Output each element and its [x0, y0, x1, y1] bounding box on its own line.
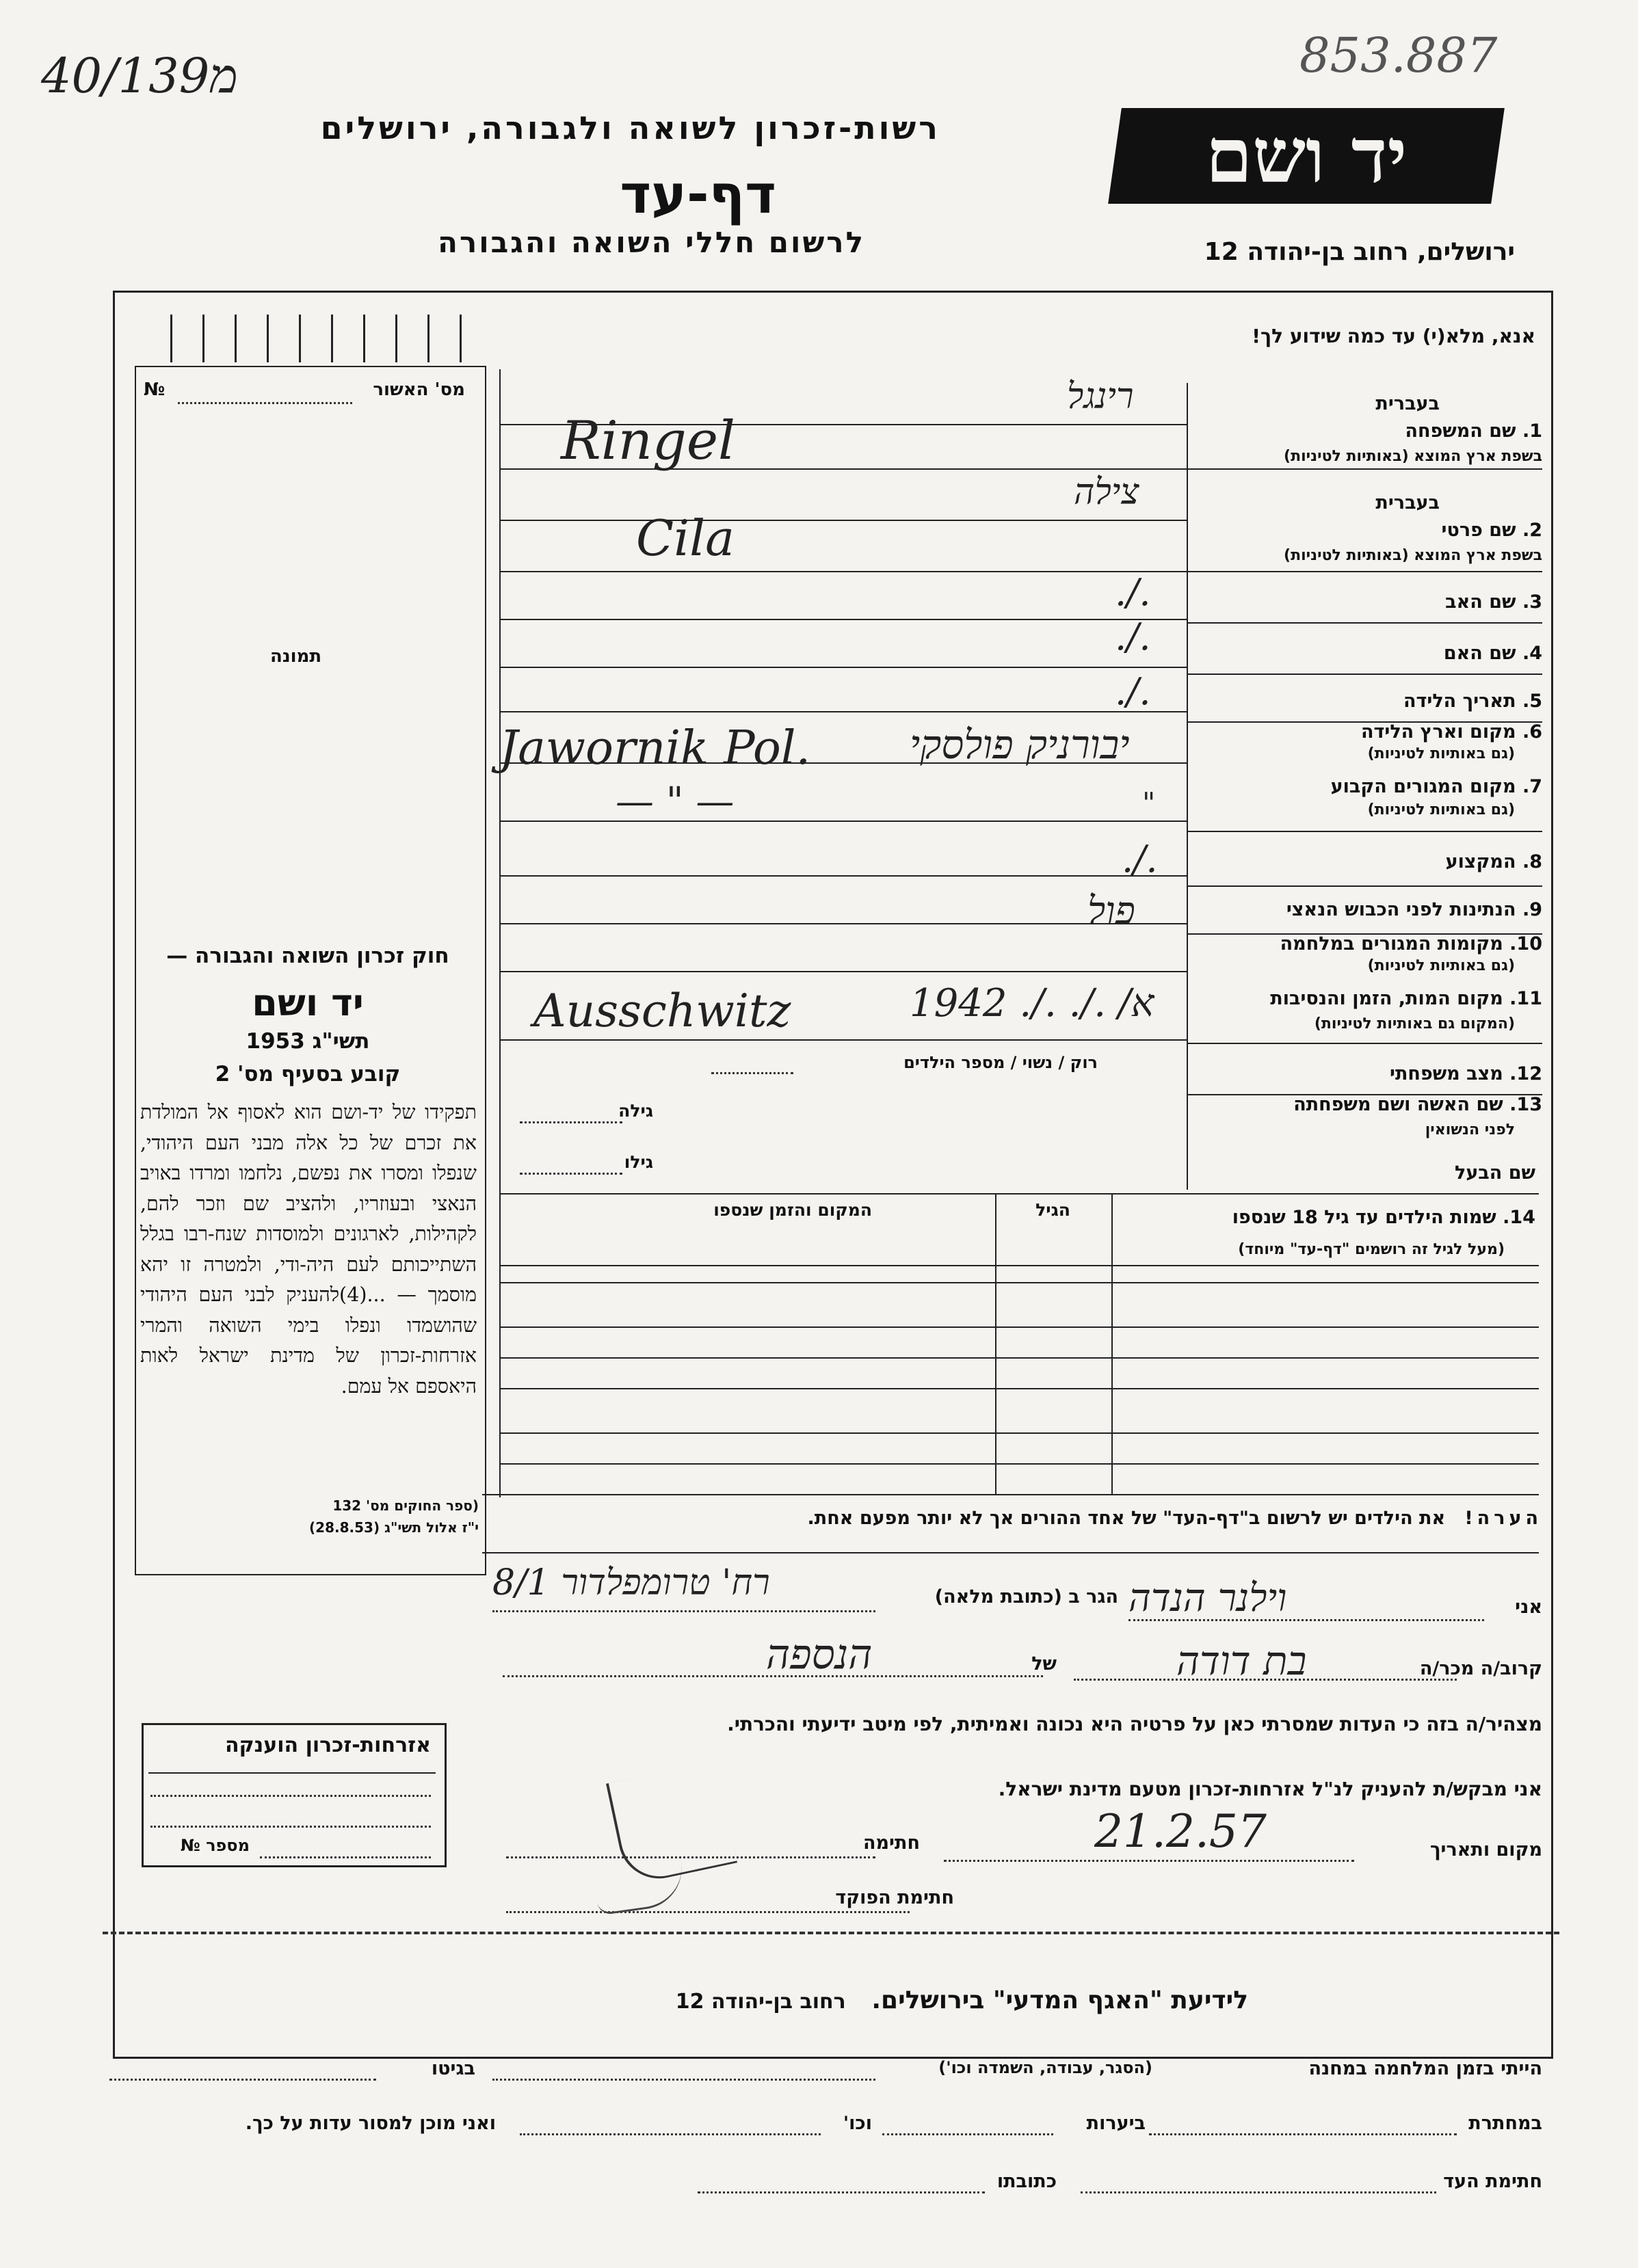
decl-relation-label: קרוב/ה מכר/ה — [1419, 1658, 1542, 1679]
field-13-label: 13. שם האשה ושם משפחתה — [1293, 1094, 1542, 1115]
decl-signature-label: חתימה — [862, 1832, 920, 1854]
form-subtitle: לרשום חללי השואה והגבורה — [438, 226, 865, 259]
occupation-value: ./. — [1122, 838, 1158, 881]
bottom-line1-a: הייתי בזמן המלחמה במחנה — [1308, 2058, 1542, 2079]
husband-age-label: גילו — [624, 1152, 653, 1172]
death-place-value: Ausschwitz — [533, 985, 791, 1037]
decl-truth-text: מצהיר/ה בזה כי העדות שמסרתי כאן על פרטיה היא נכונה ואמיתית, לפי מיטב ידיעתי והכרתי. — [727, 1713, 1542, 1735]
decl-request-text: אני מבקש/ת להעניק לנ"ל אזרחות-זכרון מטעם מדינת ישראל. — [998, 1778, 1542, 1800]
law-clause: קובע בסעיף מס' 2 — [215, 1062, 401, 1086]
field-7-sub: (גם באותיות לטיניות) — [1367, 801, 1515, 818]
field-9-label: 9. הנתינות לפני הכבוש הנאצי — [1286, 899, 1542, 920]
intro-text: אנא, מלא(י) עד כמה שידוע לך! — [1252, 325, 1535, 347]
mother-name-value: ./. — [1115, 615, 1151, 658]
children-sub: (מעל לגיל זה רושמים "דף-עד" מיוחד) — [1238, 1241, 1505, 1258]
bottom-line3-b: כתובתו — [996, 2171, 1057, 2192]
field-12-label: 12. מצב משפחתי — [1390, 1063, 1542, 1084]
form-title: דף-עד — [620, 164, 776, 226]
residence-hebrew: " — [1142, 786, 1156, 820]
birthplace-latin: Jawornik Pol. — [499, 721, 811, 775]
citizenship-number: מספר № — [180, 1836, 250, 1855]
law-name: יד ושם — [252, 981, 364, 1024]
firstname-latin: Cila — [636, 509, 735, 567]
surname-latin: Ringel — [561, 410, 735, 472]
address: ירושלים, רחוב בן-יהודה 12 — [1204, 238, 1515, 266]
bottom-line2-d: ואני מוכן למסור עדות על כך. — [245, 2113, 496, 2134]
archive-ref-right: 853.887 — [1299, 27, 1498, 83]
father-name-value: ./. — [1115, 571, 1151, 614]
residence-value: — " — — [616, 779, 735, 824]
field-6-label: 6. מקום וארץ הלידה — [1360, 721, 1542, 743]
field-2-label: 2. שם פרטי — [1441, 520, 1542, 541]
bottom-line2-c: וכו' — [843, 2113, 872, 2134]
institution-name: רשות-זכרון לשואה ולגבורה, ירושלים — [320, 109, 940, 146]
death-date-value: 1942 ./. ./. /א — [910, 981, 1154, 1026]
decl-place-date-value: 21.2.57 — [1094, 1805, 1267, 1858]
decl-of-label: של — [1031, 1653, 1057, 1675]
decl-i-label: אני — [1515, 1597, 1542, 1618]
field-2-hebrew-label: בעברית — [1375, 492, 1440, 513]
birthplace-hebrew: יבורניק פולסקי — [910, 721, 1130, 768]
field-5-label: 5. תאריך הלידה — [1403, 691, 1542, 712]
decl-of-value: הנספה — [766, 1631, 873, 1679]
field-10-label: 10. מקומות המגורים במלחמה — [1280, 933, 1542, 955]
field-1-sub: בשפת ארץ המוצא (באותיות לטיניות) — [1284, 448, 1542, 465]
law-text: תפקידו של יד-ושם הוא לאסוף אל המולדת את זכרם של כל אלה מבני העם היהודי, שנפלו ומסרו את נפשם, נלחמו ומרדו באויב הנאצי ובעוזריו, ולהציב שם וזכר להם, לקהילות, לארגונים ולמוסדות שנח-רבו בגלל השתייכותם לעם היה-ודי, ולמטרה זו יהא מוסמך — ...(4)להעניק לבני העם היהודי שהושמדו ונפלו בימי השואה והמרי אזרחות-זכרון של מדינת ישראל לאות היאספם אל עמם. — [140, 1101, 477, 1398]
bottom-line3-a: חתימת העד — [1443, 2171, 1542, 2192]
decl-officer-label: חתימת הפוקד — [835, 1887, 954, 1908]
field-6-sub: (גם באותיות לטיניות) — [1367, 745, 1515, 762]
children-place-col: המקום והזמן שנספו — [713, 1200, 872, 1220]
law-heading: חוק זכרון השואה והגבורה — — [166, 944, 449, 968]
note-line: הערה! את הילדים יש לרשום ב"דף-העד" של אחד ההורים אך לא יותר מפעם אחת. — [807, 1508, 1542, 1529]
decl-resides-label: הגר ב (כתובת מלאה) — [934, 1586, 1118, 1607]
children-label: 14. שמות הילדים עד גיל 18 שנספו — [1232, 1207, 1535, 1228]
approval-ticks — [140, 315, 482, 362]
field-7-label: 7. מקום המגורים הקבוע — [1330, 776, 1542, 797]
firstname-hebrew: צילה — [1074, 472, 1139, 513]
field-11-sub: (המקום גם באותיות לטיניות) — [1314, 1015, 1515, 1032]
law-source-1: (ספר החוקים מס' 132 — [332, 1497, 479, 1514]
decl-i-value: וילנר הנדה — [1128, 1576, 1287, 1620]
bottom-line2-a: במחתרת — [1468, 2113, 1542, 2134]
nationality-value: פול — [1087, 889, 1135, 933]
bottom-line1-c: בגיטו — [431, 2058, 475, 2079]
law-year: תשי"ג 1953 — [246, 1029, 370, 1054]
bottom-line2-b: ביערות — [1086, 2113, 1146, 2134]
surname-hebrew: רינגל — [1067, 376, 1134, 417]
field-4-label: 4. שם האם — [1443, 643, 1542, 664]
photo-label: תמונה — [270, 646, 322, 667]
children-age-col: הגיל — [1035, 1200, 1070, 1220]
logo-text: יד ושם — [1205, 111, 1408, 200]
field-10-sub: (גם באותיות לטיניות) — [1367, 957, 1515, 974]
field-3-label: 3. שם האב — [1445, 591, 1542, 613]
law-source-2: י"ז אלול תשי"ג (28.8.53) — [309, 1519, 479, 1536]
decl-address-value: רח' טרומפלדור 8/1 — [492, 1562, 770, 1603]
approval-no: № — [144, 379, 166, 400]
field-8-label: 8. המקצוע — [1445, 851, 1542, 872]
field-1-label: 1. שם המשפחה — [1405, 421, 1542, 442]
bottom-line1-b: (הסגר, עבודה, השמדה וכו') — [938, 2058, 1152, 2077]
field-2-sub: בשפת ארץ המוצא (באותיות לטיניות) — [1284, 547, 1542, 564]
field-11-label: 11. מקום המות, הזמן והנסיבות — [1270, 988, 1542, 1009]
decl-place-date-label: מקום ותאריך — [1429, 1839, 1542, 1860]
decl-relation-value: בת דודה — [1176, 1638, 1307, 1684]
field-1-hebrew-label: בעברית — [1375, 393, 1440, 414]
husband-label: שם הבעל — [1454, 1162, 1535, 1184]
archive-ref-left: 40/מ139 — [41, 48, 238, 104]
bottom-title: לידיעת "האגף המדעי" בירושלים. רחוב בן-יהודה 12 — [675, 1986, 1248, 2014]
field-13-sub: לפני הנשואין — [1425, 1121, 1515, 1138]
citizenship-label: אזרחות-זכרון הוענקה — [224, 1733, 431, 1757]
birth-date-value: ./. — [1115, 670, 1151, 713]
wife-age-label: גילה — [618, 1101, 653, 1121]
marital-status-options: רוק / נשוי / מספר הילדים — [903, 1053, 1098, 1072]
approval-label: מס' האשור — [373, 379, 465, 400]
